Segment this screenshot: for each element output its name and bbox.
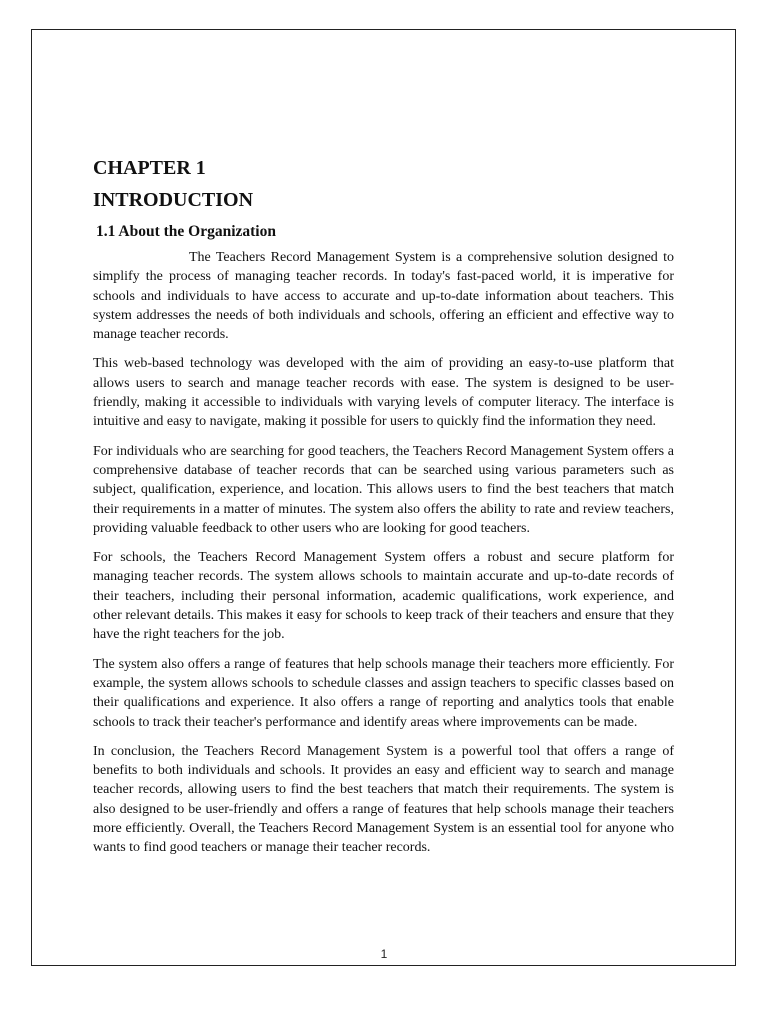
chapter-title: INTRODUCTION [93, 189, 254, 211]
page-number: 1 [380, 947, 388, 961]
paragraph-intro: The Teachers Record Management System is a comprehensive solution designed to simplify the process of managing teacher records. In today's fast-paced world, it is imperative for schools and individuals to have access to accurate and up-to-date information about teachers. This system addresses the needs of both individuals and schools, offering an efficient and effective way to manage teacher records. [93, 250, 674, 343]
paragraph-individuals: For individuals who are searching for good teachers, the Teachers Record Management System offers a comprehensive database of teacher records that can be searched using various parameters such as subject, qualification, experience, and location. This allows users to find the best teachers that match their requirements in a matter of minutes. The system also offers the ability to rate and review teachers, providing valuable feedback to other users who are looking for good teachers. [93, 443, 674, 536]
chapter-heading: CHAPTER 1 [93, 157, 206, 179]
paragraph-schools: For schools, the Teachers Record Management System offers a robust and secure platform for managing teacher records. The system allows schools to maintain accurate and up-to-date records of their teachers, including their personal information, academic qualifications, work experience, and other relevant details. This makes it easy for schools to keep track of their teachers and ensure that they have the right teachers for the job. [93, 550, 674, 643]
paragraph-web-based: This web-based technology was developed with the aim of providing an easy-to-use platform that allows users to search and manage teacher records with ease. The system is designed to be user-friendly, making it accessible to individuals with varying levels of computer literacy. The interface is intuitive and easy to navigate, making it possible for users to quickly find the information they need. [93, 356, 674, 430]
section-heading: 1.1 About the Organization [96, 223, 276, 240]
document-body [93, 155, 674, 858]
paragraph-features: The system also offers a range of features that help schools manage their teachers more efficiently. For example, the system allows schools to schedule classes and assign teachers to specific classes based on their qualifications and experience. It also offers a range of reporting and analytics tools that enable schools to track their teacher's performance and identify areas where improvements can be made. [93, 656, 674, 730]
paragraph-conclusion: In conclusion, the Teachers Record Management System is a powerful tool that offers a range of benefits to both individuals and schools. It provides an easy and efficient way to search and manage teacher records, allowing users to find the best teachers that match their requirements. The system is also designed to be user-friendly and offers a range of features that help schools manage their teachers more efficiently. Overall, the Teachers Record Management System is an essential tool for anyone who wants to find good teachers or manage their teacher records. [93, 743, 674, 856]
